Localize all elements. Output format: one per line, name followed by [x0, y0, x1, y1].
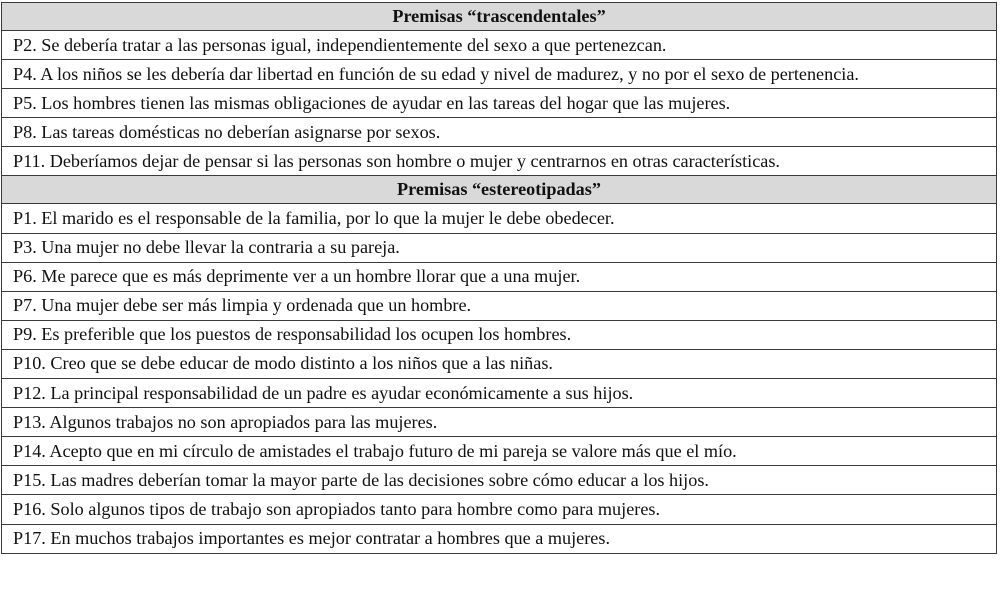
premise-p10: P10. Creo que se debe educar de modo distinto a los niños que a las niñas. — [2, 349, 997, 378]
table-row — [2, 466, 997, 495]
table-row — [2, 408, 997, 437]
premisas-table — [1, 2, 997, 554]
premise-p14: P14. Acepto que en mi círculo de amistades el trabajo futuro de mi pareja se valore más que el mío. — [2, 437, 997, 466]
table-row — [2, 204, 997, 233]
table-row — [2, 147, 997, 176]
table-row — [2, 31, 997, 60]
premise-p16: P16. Solo algunos tipos de trabajo son apropiados tanto para hombre como para mujeres. — [2, 495, 997, 524]
table-row — [2, 233, 997, 262]
table-row — [2, 320, 997, 349]
premise-p11: P11. Deberíamos dejar de pensar si las personas son hombre o mujer y centrarnos en otras características. — [2, 147, 997, 176]
table-row — [2, 524, 997, 553]
premise-p9: P9. Es preferible que los puestos de responsabilidad los ocupen los hombres. — [2, 320, 997, 349]
section-title-estereotipadas: Premisas “estereotipadas” — [2, 176, 997, 204]
table-row — [2, 262, 997, 291]
table-row — [2, 379, 997, 408]
section-header-row — [2, 176, 997, 204]
section-header-row — [2, 3, 997, 31]
premise-p5: P5. Los hombres tienen las mismas obligaciones de ayudar en las tareas del hogar que las mujeres. — [2, 89, 997, 118]
table-row — [2, 89, 997, 118]
premise-p1: P1. El marido es el responsable de la familia, por lo que la mujer le debe obedecer. — [2, 204, 997, 233]
premise-p6: P6. Me parece que es más deprimente ver a un hombre llorar que a una mujer. — [2, 262, 997, 291]
premise-p7: P7. Una mujer debe ser más limpia y ordenada que un hombre. — [2, 291, 997, 320]
premise-p2: P2. Se debería tratar a las personas igual, independientemente del sexo a que pertenezcan. — [2, 31, 997, 60]
premise-p15: P15. Las madres deberían tomar la mayor parte de las decisiones sobre cómo educar a los hijos. — [2, 466, 997, 495]
premise-p8: P8. Las tareas domésticas no deberían asignarse por sexos. — [2, 118, 997, 147]
premise-p17: P17. En muchos trabajos importantes es mejor contratar a hombres que a mujeres. — [2, 524, 997, 553]
table-row — [2, 291, 997, 320]
table-row — [2, 349, 997, 378]
table-row — [2, 495, 997, 524]
table-row — [2, 60, 997, 89]
premise-p12: P12. La principal responsabilidad de un padre es ayudar económicamente a sus hijos. — [2, 379, 997, 408]
table-row — [2, 437, 997, 466]
premise-p4: P4. A los niños se les debería dar libertad en función de su edad y nivel de madurez, y no por el sexo de pertenencia. — [2, 60, 997, 89]
table-row — [2, 118, 997, 147]
section-title-trascendentales: Premisas “trascendentales” — [2, 3, 997, 31]
premise-p13: P13. Algunos trabajos no son apropiados para las mujeres. — [2, 408, 997, 437]
premise-p3: P3. Una mujer no debe llevar la contraria a su pareja. — [2, 233, 997, 262]
